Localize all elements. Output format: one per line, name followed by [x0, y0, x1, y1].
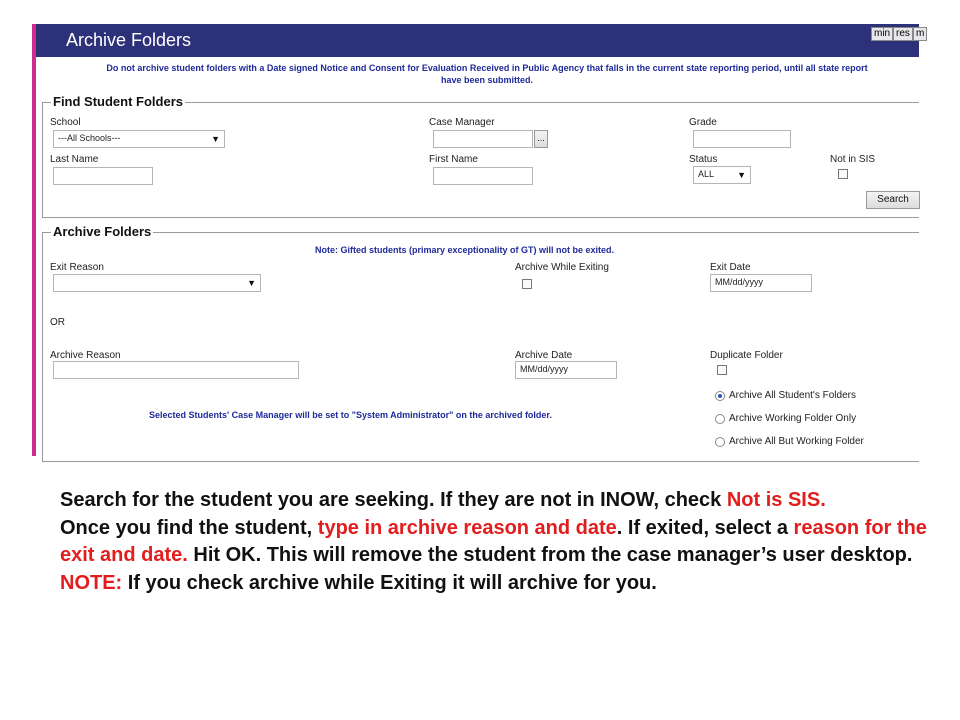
screenshot-window [32, 24, 925, 456]
exit-date-label: Exit Date [710, 262, 751, 273]
case-manager-input[interactable] [433, 130, 533, 148]
grade-input[interactable] [693, 130, 791, 148]
exit-reason-label: Exit Reason [50, 262, 104, 273]
archive-all-folders-radio[interactable] [715, 391, 725, 401]
archive-while-exiting-checkbox[interactable] [522, 279, 532, 289]
chevron-down-icon: ▼ [737, 170, 746, 180]
archive-working-only-label: Archive Working Folder Only [729, 413, 857, 424]
case-manager-browse-button[interactable]: ... [534, 130, 548, 148]
caption-text: . If exited, select a [616, 516, 794, 539]
restore-button[interactable]: res [893, 27, 913, 41]
caption-text: Once you find the student, [60, 516, 318, 539]
caption-highlight: Not is SIS. [726, 489, 826, 511]
case-manager-note: Selected Students' Case Manager will be set to "System Administrator" on the archived folder. [149, 410, 552, 420]
gifted-note: Note: Gifted students (primary exceptionality of GT) will not be exited. [315, 245, 615, 255]
last-name-label: Last Name [50, 154, 99, 165]
instruction-caption [60, 487, 940, 597]
first-name-label: First Name [429, 154, 478, 165]
caption-highlight: type in archive reason and date [317, 516, 617, 539]
caption-paragraph-2 [60, 515, 940, 570]
caption-note [60, 570, 940, 598]
archive-while-exiting-label: Archive While Exiting [515, 262, 609, 273]
duplicate-folder-checkbox[interactable] [717, 365, 727, 375]
archive-reason-label: Archive Reason [50, 350, 121, 361]
find-student-folders-panel [42, 94, 919, 218]
archive-working-only-radio[interactable] [715, 414, 725, 424]
archive-folders-legend: Archive Folders [53, 224, 152, 239]
caption-note-label: NOTE: [60, 571, 123, 594]
notice-line-1: Do not archive student folders with a Date signed Notice and Consent for Evaluation Received in Public Agency that falls in the current state reporting period, until all state report [106, 63, 868, 73]
case-manager-label: Case Manager [429, 117, 495, 128]
caption-text: If you check archive while Exiting it will archive for you. [122, 571, 657, 594]
duplicate-folder-label: Duplicate Folder [710, 350, 783, 361]
archive-date-label: Archive Date [515, 350, 573, 361]
caption-highlight: reason for the exit and date. [60, 516, 927, 566]
caption-paragraph-1 [60, 487, 940, 515]
window-title: Archive Folders [66, 30, 192, 50]
find-student-folders-legend: Find Student Folders [53, 94, 183, 109]
left-accent-bar [32, 24, 36, 456]
first-name-input[interactable] [433, 167, 533, 185]
maximize-button[interactable]: m [913, 27, 927, 41]
status-select-value: ALL [698, 169, 715, 179]
archive-all-folders-label: Archive All Student's Folders [729, 390, 856, 401]
search-button[interactable]: Search [866, 191, 920, 209]
status-select[interactable] [693, 166, 751, 184]
or-label: OR [50, 317, 65, 328]
school-select[interactable] [53, 130, 225, 148]
caption-text: Search for the student you are seeking. If they are not in INOW, check [60, 489, 727, 511]
exit-date-input[interactable]: MM/dd/yyyy [710, 274, 812, 292]
archive-all-but-working-radio[interactable] [715, 437, 725, 447]
exit-reason-select[interactable] [53, 274, 261, 292]
school-label: School [50, 117, 81, 128]
not-in-sis-label: Not in SIS [830, 154, 876, 165]
last-name-input[interactable] [53, 167, 153, 185]
archive-reason-input[interactable] [53, 361, 299, 379]
status-label: Status [689, 154, 718, 165]
school-select-value: ---All Schools--- [58, 133, 121, 143]
title-bar [36, 24, 925, 57]
archive-all-but-working-label: Archive All But Working Folder [729, 436, 864, 447]
archive-folders-panel [42, 224, 919, 462]
grade-label: Grade [689, 117, 717, 128]
minimize-button[interactable]: min [871, 27, 893, 41]
archive-date-input[interactable]: MM/dd/yyyy [515, 361, 617, 379]
not-in-sis-checkbox[interactable] [838, 169, 848, 179]
archive-warning-notice [52, 62, 922, 86]
notice-line-2: have been submitted. [440, 75, 534, 85]
chevron-down-icon: ▼ [247, 278, 256, 288]
chevron-down-icon: ▼ [211, 134, 220, 144]
caption-text: Hit OK. This will remove the student from the case manager’s user desktop. [187, 544, 913, 566]
